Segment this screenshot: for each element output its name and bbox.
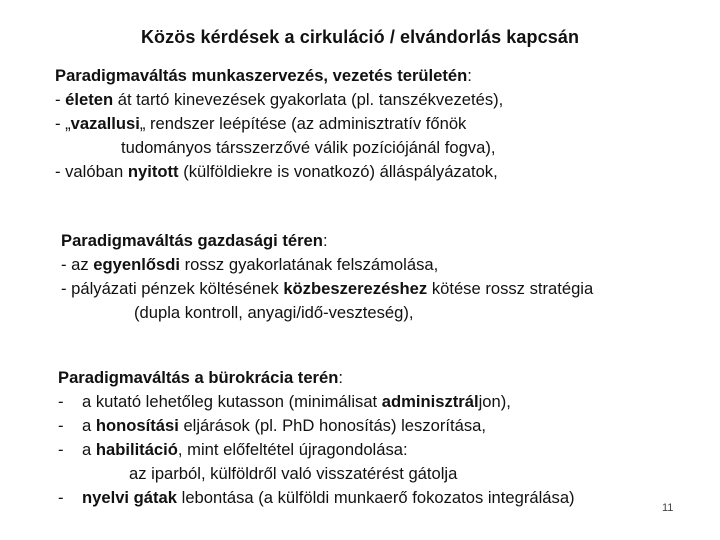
item-text: lebontása (a külföldi munkaerő fokozatos integrálása) — [177, 488, 575, 507]
item-keyword: közbeszerezéshez — [283, 279, 428, 298]
heading-text: Paradigmaváltás munkaszervezés, vezetés területén — [55, 66, 468, 85]
item-text: kötése rossz stratégia — [427, 279, 594, 298]
item-prefix: - pályázati pénzek költésének — [61, 279, 284, 298]
item-keyword: honosítási — [95, 416, 179, 435]
heading-colon: : — [322, 231, 328, 250]
item-prefix: - az — [61, 255, 94, 274]
list-item — [58, 486, 575, 510]
item-dash: - — [58, 488, 64, 507]
section-heading — [55, 64, 503, 88]
item-keyword: habilitáció — [95, 440, 178, 459]
item-prefix: a kutató lehetőleg kutasson (minimálisat — [82, 392, 382, 411]
item-keyword: életen — [65, 90, 114, 109]
item-keyword: nyitott — [127, 162, 179, 181]
list-item-continuation: (dupla kontroll, anyagi/idő-veszteség), — [134, 303, 414, 322]
section-heading — [58, 366, 575, 390]
list-item — [58, 438, 575, 462]
item-text: rossz gyakorlatának felszámolása, — [179, 255, 439, 274]
section-work-organization — [55, 64, 503, 184]
list-item-continuation: tudományos társszerzővé válik pozíciójánál fogva), — [121, 138, 496, 157]
heading-colon: : — [338, 368, 344, 387]
section-heading — [61, 229, 593, 253]
item-text: eljárások (pl. PhD honosítás) leszorítása, — [178, 416, 486, 435]
heading-text: Paradigmaváltás a bürokrácia terén — [58, 368, 339, 387]
item-dash: - — [58, 392, 64, 411]
item-prefix: - valóban — [55, 162, 128, 181]
list-item — [58, 414, 575, 438]
section-economic — [61, 229, 593, 325]
item-dash: - — [58, 416, 64, 435]
section-bureaucracy — [58, 366, 575, 510]
item-prefix: - — [55, 90, 66, 109]
item-prefix: a — [82, 440, 96, 459]
list-item — [55, 88, 503, 112]
item-text: jon), — [478, 392, 511, 411]
item-text: , mint előfeltétel újragondolása: — [177, 440, 408, 459]
slide-title: Közös kérdések a cirkuláció / elvándorlás kapcsán — [140, 27, 580, 47]
item-prefix: - „ — [55, 114, 71, 133]
list-item — [61, 277, 593, 301]
item-text: át tartó kinevezések gyakorlata (pl. tanszékvezetés), — [113, 90, 504, 109]
list-item-continuation: az iparból, külföldről való visszatérést gátolja — [129, 464, 458, 483]
heading-colon: : — [467, 66, 472, 85]
list-item — [58, 390, 575, 414]
heading-text: Paradigmaváltás gazdasági téren — [61, 231, 323, 250]
item-keyword: adminisztrál — [381, 392, 479, 411]
list-item — [61, 253, 593, 277]
page-number: 11 — [662, 502, 674, 514]
list-item — [55, 160, 503, 184]
item-prefix: a — [82, 416, 96, 435]
item-keyword: nyelvi gátak — [82, 488, 178, 507]
item-keyword: vazallusi — [70, 114, 140, 133]
item-text: (külföldiekre is vonatkozó) álláspályázatok, — [178, 162, 498, 181]
item-text: „ rendszer leépítése (az adminisztratív főnök — [139, 114, 467, 133]
item-keyword: egyenlősdi — [93, 255, 180, 274]
item-dash: - — [58, 440, 64, 459]
list-item — [55, 112, 503, 136]
